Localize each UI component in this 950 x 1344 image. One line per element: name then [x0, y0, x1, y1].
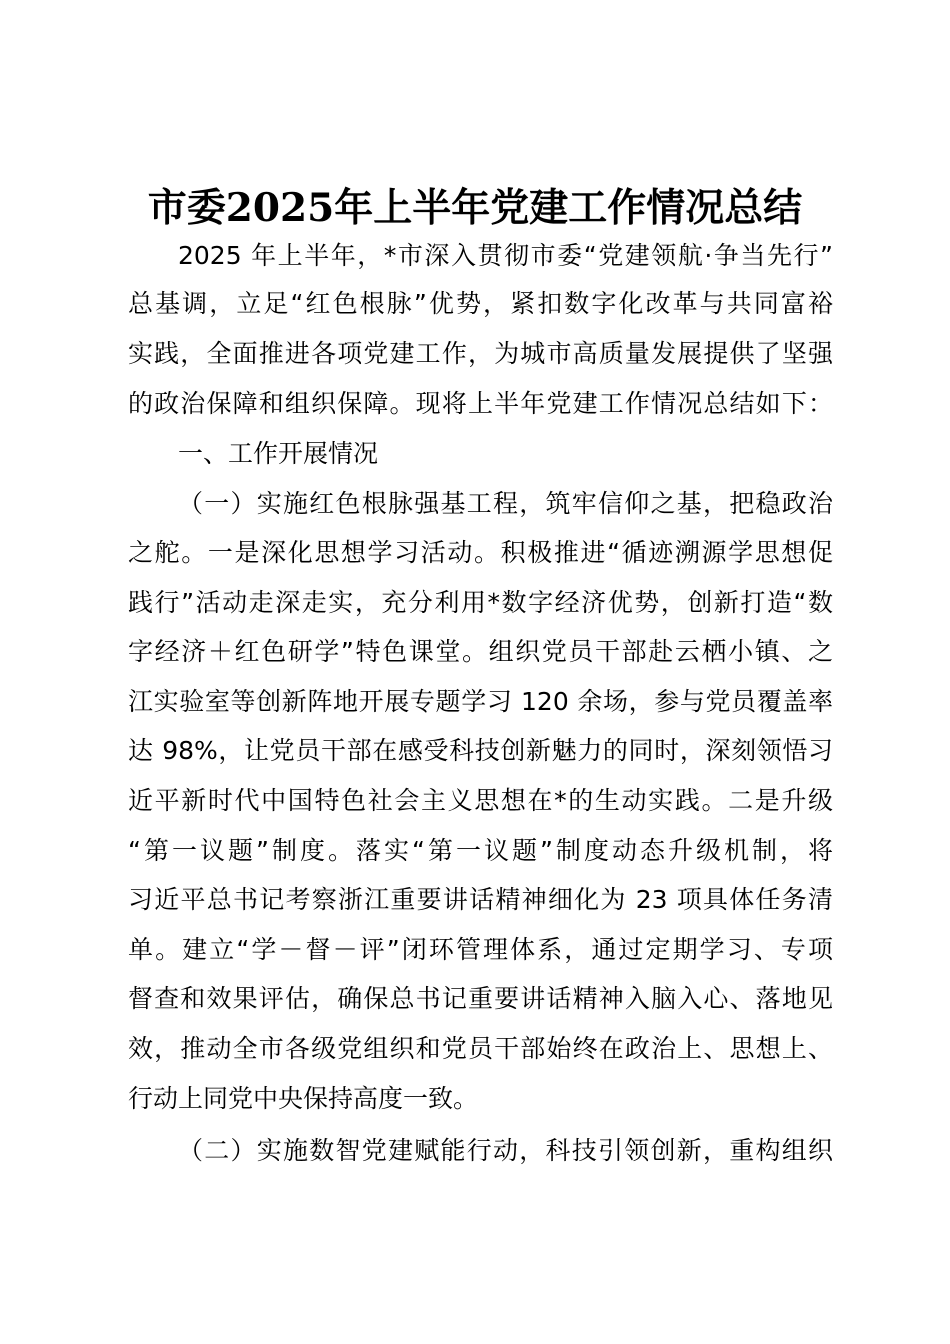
paragraph-line: 近平新时代中国特色社会主义思想在*的生动实践。二是升级	[128, 786, 833, 815]
paragraph-line: 效，推动全市各级党组织和党员干部始终在政治上、思想上、	[128, 1034, 833, 1063]
paragraph-line: 的政治保障和组织保障。现将上半年党建工作情况总结如下：	[128, 389, 833, 418]
paragraph-line: 总基调，立足“红色根脉”优势，紧扣数字化改革与共同富裕	[128, 289, 833, 318]
paragraph-line: （一）实施红色根脉强基工程，筑牢信仰之基，把稳政治	[178, 489, 833, 518]
paragraph-line: 达 98%，让党员干部在感受科技创新魅力的同时，深刻领悟习	[128, 736, 833, 765]
paragraph-line: （二）实施数智党建赋能行动，科技引领创新，重构组织	[178, 1136, 833, 1165]
paragraph-line: 实践，全面推进各项党建工作，为城市高质量发展提供了坚强	[128, 339, 833, 368]
document-title: 市委2025年上半年党建工作情况总结	[147, 185, 803, 231]
paragraph-line: “第一议题”制度。落实“第一议题”制度动态升级机制，将	[128, 836, 833, 865]
paragraph-line: 字经济＋红色研学”特色课堂。组织党员干部赴云栖小镇、之	[128, 637, 833, 666]
paragraph-line: 践行”活动走深走实，充分利用*数字经济优势，创新打造“数	[128, 588, 833, 617]
paragraph-line: 单。建立“学－督－评”闭环管理体系，通过定期学习、专项	[128, 935, 833, 964]
paragraph-line: 督查和效果评估，确保总书记重要讲话精神入脑入心、落地见	[128, 984, 833, 1013]
paragraph-line: 习近平总书记考察浙江重要讲话精神细化为 23 项具体任务清	[128, 885, 833, 914]
paragraph-line: 行动上同党中央保持高度一致。	[128, 1084, 479, 1113]
section-heading: 一、工作开展情况	[178, 439, 379, 468]
paragraph-line: 之舵。一是深化思想学习活动。积极推进“循迹溯源学思想促	[128, 538, 833, 567]
paragraph-line: 2025 年上半年，*市深入贯彻市委“党建领航·争当先行”	[178, 241, 833, 270]
paragraph-line: 江实验室等创新阵地开展专题学习 120 余场，参与党员覆盖率	[128, 687, 833, 716]
